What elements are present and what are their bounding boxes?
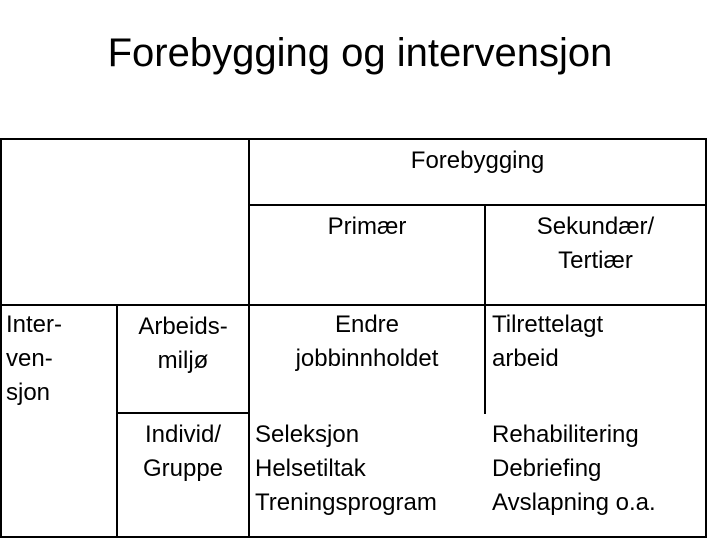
row-group-label-intervensjon: Inter- ven- sjon <box>6 311 63 406</box>
body-top-border <box>0 304 707 306</box>
table-left-border <box>0 138 2 538</box>
cell-arbeidsmiljo-sekundaer: Tilrettelagt arbeid <box>492 311 604 372</box>
header-sekundaer: Sekundær/ Tertiær <box>536 213 655 274</box>
header-forebygging: Forebygging <box>410 147 545 174</box>
cell-arbeidsmiljo-primaer: Endre jobbinnholdet <box>295 311 439 372</box>
row-label-arbeidsmiljo: Arbeids- miljø <box>138 313 228 374</box>
cell-individ-primaer: Seleksjon Helsetiltak Treningsprogram <box>255 421 437 516</box>
header-divider-line <box>248 204 707 206</box>
row-divider-line <box>117 412 250 414</box>
header-primaer: Primær <box>327 213 407 240</box>
cell-individ-sekundaer: Rehabilitering Debriefing Avslapning o.a. <box>492 421 656 516</box>
table-top-border <box>0 138 707 140</box>
row-label-individ-gruppe: Individ/ Gruppe <box>142 421 224 482</box>
table-right-border <box>705 138 707 538</box>
table-bottom-border <box>0 536 707 538</box>
slide-title: Forebygging og intervensjon <box>107 31 613 75</box>
